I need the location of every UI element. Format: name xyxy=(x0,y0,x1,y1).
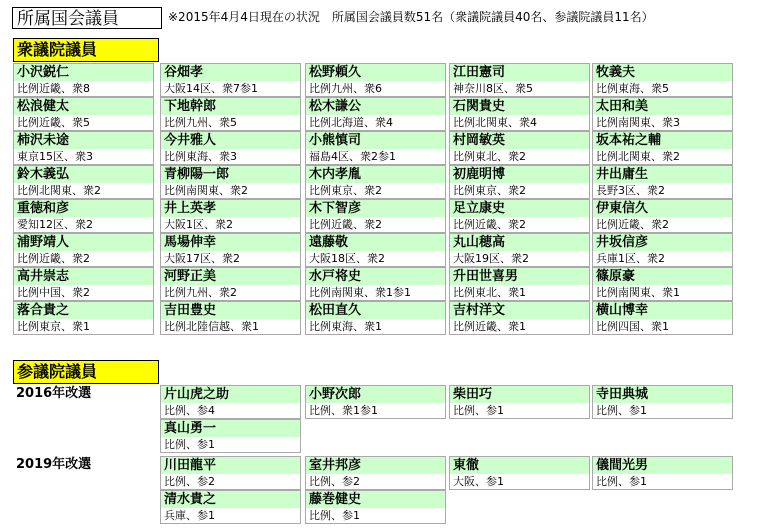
member-cell xyxy=(592,63,733,97)
member-name: 今井雅人 xyxy=(161,132,300,149)
member-district-terms: 大阪18区、衆2 xyxy=(306,251,445,266)
member-cell xyxy=(592,385,733,419)
member-cell xyxy=(305,165,446,199)
member-district-terms: 比例東京、衆2 xyxy=(306,183,445,198)
status-note: ※2015年4月4日現在の状況 所属国会議員数51名（衆議院議員40名、参議院議員11名） xyxy=(168,10,654,24)
member-name: 真山勇一 xyxy=(161,420,300,437)
election-year-label: 2019年改選 xyxy=(16,457,92,472)
member-name: 升田世喜男 xyxy=(450,268,589,285)
member-district-terms: 比例中国、衆2 xyxy=(14,285,153,300)
member-cell xyxy=(160,199,301,233)
member-name: 小熊慎司 xyxy=(306,132,445,149)
member-name: 馬場伸幸 xyxy=(161,234,300,251)
member-district-terms: 比例、衆1参1 xyxy=(306,403,445,418)
member-cell xyxy=(305,267,446,301)
member-name: 東徹 xyxy=(450,457,589,474)
election-year-label: 2016年改選 xyxy=(16,386,92,401)
member-cell xyxy=(305,385,446,419)
member-name: 藤巻健史 xyxy=(306,491,445,508)
member-district-terms: 比例東北、衆1 xyxy=(450,285,589,300)
member-cell xyxy=(13,267,154,301)
member-district-terms: 兵庫1区、衆2 xyxy=(593,251,732,266)
member-name: 川田龍平 xyxy=(161,457,300,474)
member-name: 河野正美 xyxy=(161,268,300,285)
member-district-terms: 兵庫、参1 xyxy=(161,508,300,523)
member-district-terms: 大阪17区、衆2 xyxy=(161,251,300,266)
member-cell xyxy=(13,165,154,199)
member-cell xyxy=(449,233,590,267)
member-district-terms: 比例東海、衆1 xyxy=(306,319,445,334)
member-district-terms: 比例近畿、衆5 xyxy=(14,115,153,130)
member-name: 重徳和彦 xyxy=(14,200,153,217)
member-district-terms: 比例、参1 xyxy=(161,437,300,452)
member-district-terms: 比例四国、衆1 xyxy=(593,319,732,334)
member-cell xyxy=(160,63,301,97)
member-district-terms: 比例近畿、衆1 xyxy=(450,319,589,334)
member-name: 篠原豪 xyxy=(593,268,732,285)
sangiin-section-label: 参議院議員 xyxy=(13,360,159,384)
member-district-terms: 比例北関東、衆2 xyxy=(14,183,153,198)
member-district-terms: 比例近畿、衆2 xyxy=(450,217,589,232)
member-district-terms: 比例東京、衆1 xyxy=(14,319,153,334)
member-cell xyxy=(449,385,590,419)
member-name: 高井崇志 xyxy=(14,268,153,285)
member-cell xyxy=(592,131,733,165)
member-name: 吉村洋文 xyxy=(450,302,589,319)
member-cell xyxy=(305,456,446,490)
member-name: 片山虎之助 xyxy=(161,386,300,403)
member-district-terms: 比例南関東、衆2 xyxy=(161,183,300,198)
member-cell xyxy=(13,233,154,267)
member-district-terms: 比例南関東、衆3 xyxy=(593,115,732,130)
member-cell xyxy=(449,199,590,233)
member-name: 石関貴史 xyxy=(450,98,589,115)
member-cell xyxy=(13,97,154,131)
member-name: 木下智彦 xyxy=(306,200,445,217)
member-name: 谷畑孝 xyxy=(161,64,300,81)
member-name: 松野頼久 xyxy=(306,64,445,81)
member-name: 村岡敏英 xyxy=(450,132,589,149)
member-cell xyxy=(449,63,590,97)
member-cell xyxy=(592,456,733,490)
member-district-terms: 大阪、参1 xyxy=(450,474,589,489)
member-cell xyxy=(13,63,154,97)
member-district-terms: 比例、参1 xyxy=(593,474,732,489)
member-district-terms: 長野3区、衆2 xyxy=(593,183,732,198)
member-cell xyxy=(592,267,733,301)
member-cell xyxy=(305,233,446,267)
member-cell xyxy=(160,97,301,131)
member-name: 清水貴之 xyxy=(161,491,300,508)
member-name: 松木謙公 xyxy=(306,98,445,115)
shugiin-section-label: 衆議院議員 xyxy=(13,38,159,62)
member-name: 水戸将史 xyxy=(306,268,445,285)
member-district-terms: 大阪14区、衆7参1 xyxy=(161,81,300,96)
member-district-terms: 比例東北、衆2 xyxy=(450,149,589,164)
member-cell xyxy=(160,490,301,524)
member-name: 柴田巧 xyxy=(450,386,589,403)
member-name: 室井邦彦 xyxy=(306,457,445,474)
member-cell xyxy=(305,63,446,97)
member-name: 松田直久 xyxy=(306,302,445,319)
member-district-terms: 東京15区、衆3 xyxy=(14,149,153,164)
member-cell xyxy=(160,165,301,199)
page-title: 所属国会議員 xyxy=(12,7,162,29)
member-name: 太田和美 xyxy=(593,98,732,115)
member-cell xyxy=(592,97,733,131)
member-name: 小野次郎 xyxy=(306,386,445,403)
member-cell xyxy=(13,301,154,335)
member-cell xyxy=(305,490,446,524)
member-district-terms: 比例近畿、衆8 xyxy=(14,81,153,96)
member-cell xyxy=(160,131,301,165)
member-cell xyxy=(305,97,446,131)
member-district-terms: 比例九州、衆5 xyxy=(161,115,300,130)
member-cell xyxy=(160,301,301,335)
member-cell xyxy=(449,131,590,165)
member-name: 坂本祐之輔 xyxy=(593,132,732,149)
member-name: 柿沢未途 xyxy=(14,132,153,149)
member-district-terms: 比例九州、衆6 xyxy=(306,81,445,96)
member-district-terms: 比例、参1 xyxy=(306,508,445,523)
member-name: 小沢鋭仁 xyxy=(14,64,153,81)
member-cell xyxy=(592,301,733,335)
member-name: 丸山穂高 xyxy=(450,234,589,251)
member-district-terms: 比例北関東、衆4 xyxy=(450,115,589,130)
member-name: 松浪健太 xyxy=(14,98,153,115)
member-district-terms: 比例北陸信越、衆1 xyxy=(161,319,300,334)
member-name: 足立康史 xyxy=(450,200,589,217)
member-cell xyxy=(160,419,301,453)
member-district-terms: 比例北関東、衆2 xyxy=(593,149,732,164)
member-name: 青柳陽一郎 xyxy=(161,166,300,183)
member-district-terms: 比例東京、衆2 xyxy=(450,183,589,198)
member-name: 寺田典城 xyxy=(593,386,732,403)
member-district-terms: 比例、参2 xyxy=(306,474,445,489)
member-name: 横山博幸 xyxy=(593,302,732,319)
member-district-terms: 福島4区、衆2参1 xyxy=(306,149,445,164)
member-name: 吉田豊史 xyxy=(161,302,300,319)
member-cell xyxy=(160,233,301,267)
member-cell xyxy=(160,385,301,419)
member-district-terms: 比例東海、衆3 xyxy=(161,149,300,164)
member-district-terms: 比例南関東、衆1 xyxy=(593,285,732,300)
member-district-terms: 比例近畿、衆2 xyxy=(593,217,732,232)
member-district-terms: 比例近畿、衆2 xyxy=(14,251,153,266)
member-name: 初鹿明博 xyxy=(450,166,589,183)
member-district-terms: 比例近畿、衆2 xyxy=(306,217,445,232)
member-name: 井坂信彦 xyxy=(593,234,732,251)
member-district-terms: 比例、参1 xyxy=(593,403,732,418)
member-name: 浦野靖人 xyxy=(14,234,153,251)
member-district-terms: 比例東海、衆5 xyxy=(593,81,732,96)
member-cell xyxy=(592,165,733,199)
member-name: 牧義夫 xyxy=(593,64,732,81)
member-name: 鈴木義弘 xyxy=(14,166,153,183)
member-cell xyxy=(449,97,590,131)
member-district-terms: 大阪19区、衆2 xyxy=(450,251,589,266)
member-cell xyxy=(449,165,590,199)
member-name: 江田憲司 xyxy=(450,64,589,81)
member-cell xyxy=(449,456,590,490)
member-name: 落合貴之 xyxy=(14,302,153,319)
member-name: 下地幹郎 xyxy=(161,98,300,115)
member-name: 木内孝胤 xyxy=(306,166,445,183)
member-cell xyxy=(13,131,154,165)
member-district-terms: 大阪1区、衆2 xyxy=(161,217,300,232)
member-cell xyxy=(160,267,301,301)
member-district-terms: 比例、参1 xyxy=(450,403,589,418)
member-name: 井上英孝 xyxy=(161,200,300,217)
member-district-terms: 愛知12区、衆2 xyxy=(14,217,153,232)
member-cell xyxy=(305,301,446,335)
member-name: 儀間光男 xyxy=(593,457,732,474)
member-district-terms: 比例北海道、衆4 xyxy=(306,115,445,130)
member-cell xyxy=(305,131,446,165)
member-name: 井出庸生 xyxy=(593,166,732,183)
member-cell xyxy=(449,301,590,335)
member-cell xyxy=(160,456,301,490)
member-district-terms: 比例南関東、衆1参1 xyxy=(306,285,445,300)
member-cell xyxy=(449,267,590,301)
member-cell xyxy=(592,199,733,233)
member-district-terms: 比例、参2 xyxy=(161,474,300,489)
member-name: 遠藤敬 xyxy=(306,234,445,251)
member-cell xyxy=(305,199,446,233)
member-name: 伊東信久 xyxy=(593,200,732,217)
member-district-terms: 比例、参4 xyxy=(161,403,300,418)
member-district-terms: 神奈川8区、衆5 xyxy=(450,81,589,96)
member-district-terms: 比例九州、衆2 xyxy=(161,285,300,300)
member-cell xyxy=(13,199,154,233)
member-cell xyxy=(592,233,733,267)
